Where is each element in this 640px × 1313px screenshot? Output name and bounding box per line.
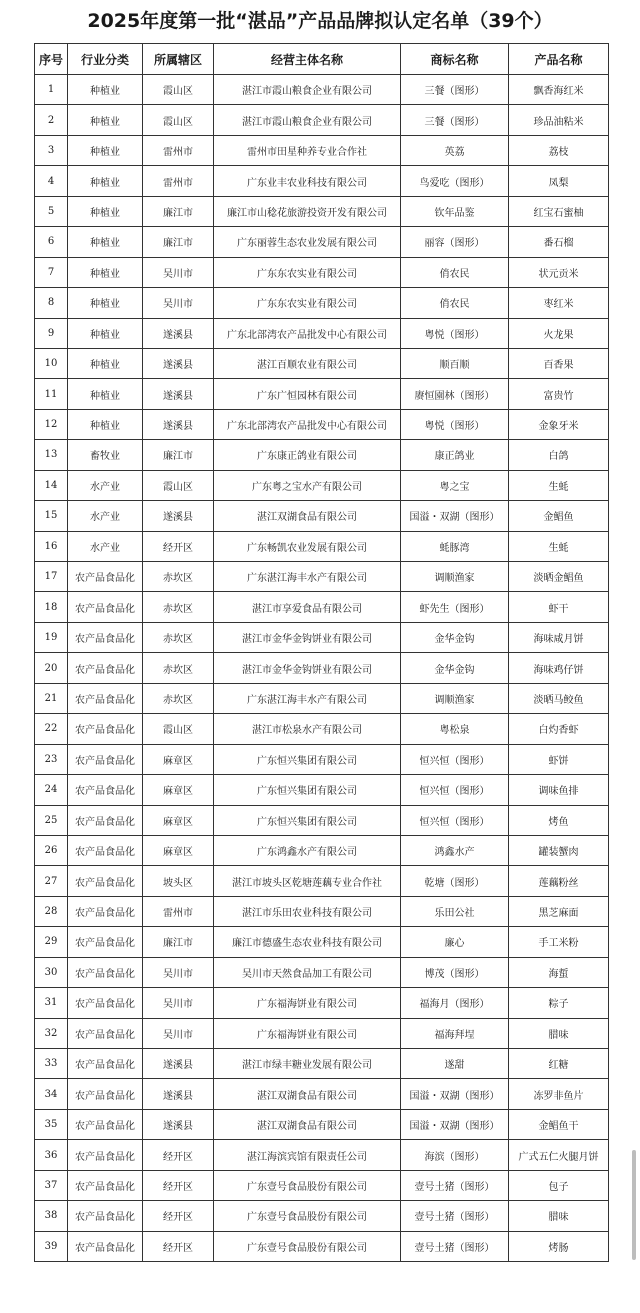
- cell-index: 34: [35, 1079, 68, 1109]
- cell-industry: 种植业: [68, 379, 143, 409]
- table-row: [35, 927, 609, 957]
- cell-index: 22: [35, 714, 68, 744]
- cell-industry: 农产品食品化: [68, 775, 143, 805]
- cell-industry: 农产品食品化: [68, 592, 143, 622]
- cell-index: 30: [35, 957, 68, 987]
- cell-company: 湛江百顺农业有限公司: [214, 348, 401, 378]
- table-row: [35, 744, 609, 774]
- cell-product: 包子: [509, 1170, 609, 1200]
- header-index: 序号: [35, 44, 68, 75]
- cell-company: 湛江市绿丰糖业发展有限公司: [214, 1049, 401, 1079]
- cell-product: 罐装蟹肉: [509, 835, 609, 865]
- cell-company: 湛江市坡头区乾塘莲藕专业合作社: [214, 866, 401, 896]
- cell-product: 手工米粉: [509, 927, 609, 957]
- cell-index: 17: [35, 562, 68, 592]
- cell-company: 广东粤之宝水产有限公司: [214, 470, 401, 500]
- table-row: [35, 75, 609, 105]
- cell-company: 广东湛江海丰水产有限公司: [214, 683, 401, 713]
- cell-index: 37: [35, 1170, 68, 1200]
- cell-trademark: 廉心: [401, 927, 509, 957]
- cell-industry: 农产品食品化: [68, 1140, 143, 1170]
- cell-index: 3: [35, 135, 68, 165]
- cell-district: 遂溪县: [143, 409, 214, 439]
- cell-district: 赤坎区: [143, 653, 214, 683]
- cell-industry: 种植业: [68, 75, 143, 105]
- cell-trademark: 壹号土猪（图形）: [401, 1201, 509, 1231]
- cell-trademark: 博茂（图形）: [401, 957, 509, 987]
- cell-company: 廉江市德盛生态农业科技有限公司: [214, 927, 401, 957]
- cell-product: 白灼香虾: [509, 714, 609, 744]
- cell-index: 31: [35, 988, 68, 1018]
- cell-industry: 种植业: [68, 318, 143, 348]
- cell-trademark: 粤悦（图形）: [401, 318, 509, 348]
- cell-industry: 农产品食品化: [68, 1231, 143, 1261]
- cell-index: 27: [35, 866, 68, 896]
- cell-district: 霞山区: [143, 714, 214, 744]
- cell-product: 富贵竹: [509, 379, 609, 409]
- table-row: [35, 1140, 609, 1170]
- cell-company: 雷州市田星种养专业合作社: [214, 135, 401, 165]
- cell-company: 湛江市金华金钩饼业有限公司: [214, 653, 401, 683]
- cell-trademark: 壹号土猪（图形）: [401, 1231, 509, 1261]
- cell-trademark: 三餐（图形）: [401, 105, 509, 135]
- cell-district: 赤坎区: [143, 622, 214, 652]
- cell-district: 麻章区: [143, 835, 214, 865]
- table-row: [35, 1231, 609, 1261]
- cell-product: 火龙果: [509, 318, 609, 348]
- table-row: [35, 653, 609, 683]
- cell-trademark: 虾先生（图形）: [401, 592, 509, 622]
- table-row: [35, 105, 609, 135]
- cell-trademark: 乐田公社: [401, 896, 509, 926]
- cell-industry: 种植业: [68, 409, 143, 439]
- cell-industry: 种植业: [68, 105, 143, 135]
- cell-company: 湛江市霞山粮食企业有限公司: [214, 75, 401, 105]
- cell-district: 雷州市: [143, 135, 214, 165]
- cell-industry: 畜牧业: [68, 440, 143, 470]
- cell-district: 经开区: [143, 1201, 214, 1231]
- cell-company: 广东北部湾农产品批发中心有限公司: [214, 409, 401, 439]
- cell-product: 番石榴: [509, 227, 609, 257]
- cell-index: 38: [35, 1201, 68, 1231]
- cell-district: 廉江市: [143, 927, 214, 957]
- cell-company: 广东壹号食品股份有限公司: [214, 1170, 401, 1200]
- cell-industry: 农产品食品化: [68, 1018, 143, 1048]
- cell-trademark: 三餐（图形）: [401, 75, 509, 105]
- cell-company: 广东福海饼业有限公司: [214, 1018, 401, 1048]
- cell-trademark: 恒兴恒（图形）: [401, 744, 509, 774]
- cell-index: 12: [35, 409, 68, 439]
- cell-district: 霞山区: [143, 105, 214, 135]
- cell-product: 海蜇: [509, 957, 609, 987]
- cell-index: 6: [35, 227, 68, 257]
- table-row: [35, 227, 609, 257]
- table-row: [35, 835, 609, 865]
- cell-index: 26: [35, 835, 68, 865]
- table-row: [35, 318, 609, 348]
- cell-district: 吴川市: [143, 1018, 214, 1048]
- cell-company: 广东业丰农业科技有限公司: [214, 166, 401, 196]
- table-row: [35, 683, 609, 713]
- cell-product: 白鸽: [509, 440, 609, 470]
- cell-company: 湛江市享爱食品有限公司: [214, 592, 401, 622]
- cell-district: 经开区: [143, 1231, 214, 1261]
- cell-industry: 农产品食品化: [68, 1170, 143, 1200]
- cell-index: 24: [35, 775, 68, 805]
- cell-industry: 种植业: [68, 257, 143, 287]
- cell-district: 雷州市: [143, 896, 214, 926]
- cell-trademark: 海滨（图形）: [401, 1140, 509, 1170]
- cell-product: 金鲳鱼干: [509, 1109, 609, 1139]
- cell-product: 凤梨: [509, 166, 609, 196]
- table-row: [35, 409, 609, 439]
- table-row: [35, 1170, 609, 1200]
- cell-product: 海味咸月饼: [509, 622, 609, 652]
- cell-trademark: 丽容（图形）: [401, 227, 509, 257]
- cell-company: 广东鸿鑫水产有限公司: [214, 835, 401, 865]
- cell-index: 14: [35, 470, 68, 500]
- header-company: 经营主体名称: [214, 44, 401, 75]
- cell-industry: 农产品食品化: [68, 866, 143, 896]
- cell-industry: 农产品食品化: [68, 562, 143, 592]
- cell-trademark: 壹号土猪（图形）: [401, 1170, 509, 1200]
- cell-district: 廉江市: [143, 440, 214, 470]
- cell-trademark: 国溢・双湖（图形）: [401, 1109, 509, 1139]
- cell-trademark: 俏农民: [401, 257, 509, 287]
- cell-index: 23: [35, 744, 68, 774]
- table-row: [35, 501, 609, 531]
- cell-district: 经开区: [143, 531, 214, 561]
- cell-product: 红糖: [509, 1049, 609, 1079]
- table-row: [35, 288, 609, 318]
- cell-trademark: 国溢・双湖（图形）: [401, 501, 509, 531]
- cell-trademark: 恒兴恒（图形）: [401, 805, 509, 835]
- table-row: [35, 166, 609, 196]
- table-row: [35, 866, 609, 896]
- cell-company: 广东福海饼业有限公司: [214, 988, 401, 1018]
- cell-company: 湛江双湖食品有限公司: [214, 1079, 401, 1109]
- cell-industry: 农产品食品化: [68, 1201, 143, 1231]
- table-row: [35, 775, 609, 805]
- table-row: [35, 1049, 609, 1079]
- cell-industry: 种植业: [68, 166, 143, 196]
- cell-index: 28: [35, 896, 68, 926]
- cell-company: 湛江市金华金钩饼业有限公司: [214, 622, 401, 652]
- cell-trademark: 粤之宝: [401, 470, 509, 500]
- cell-industry: 水产业: [68, 531, 143, 561]
- cell-company: 广东湛江海丰水产有限公司: [214, 562, 401, 592]
- cell-industry: 种植业: [68, 288, 143, 318]
- table-row: [35, 531, 609, 561]
- cell-district: 遂溪县: [143, 1079, 214, 1109]
- cell-index: 19: [35, 622, 68, 652]
- cell-trademark: 国溢・双湖（图形）: [401, 1079, 509, 1109]
- cell-trademark: 金华金钩: [401, 653, 509, 683]
- cell-product: 淡晒马鲛鱼: [509, 683, 609, 713]
- cell-company: 湛江双湖食品有限公司: [214, 501, 401, 531]
- cell-industry: 农产品食品化: [68, 927, 143, 957]
- cell-district: 吴川市: [143, 257, 214, 287]
- cell-district: 吴川市: [143, 988, 214, 1018]
- table-row: [35, 988, 609, 1018]
- cell-company: 广东壹号食品股份有限公司: [214, 1231, 401, 1261]
- cell-district: 霞山区: [143, 470, 214, 500]
- cell-industry: 农产品食品化: [68, 653, 143, 683]
- cell-product: 生蚝: [509, 470, 609, 500]
- table-row: [35, 805, 609, 835]
- cell-industry: 农产品食品化: [68, 957, 143, 987]
- cell-product: 百香果: [509, 348, 609, 378]
- cell-industry: 农产品食品化: [68, 1109, 143, 1139]
- cell-district: 遂溪县: [143, 318, 214, 348]
- cell-product: 生蚝: [509, 531, 609, 561]
- cell-index: 18: [35, 592, 68, 622]
- cell-company: 广东广恒园林有限公司: [214, 379, 401, 409]
- cell-industry: 农产品食品化: [68, 805, 143, 835]
- cell-product: 淡晒金鲳鱼: [509, 562, 609, 592]
- cell-product: 海味鸡仔饼: [509, 653, 609, 683]
- cell-company: 广东北部湾农产品批发中心有限公司: [214, 318, 401, 348]
- table-row: [35, 622, 609, 652]
- cell-company: 广东壹号食品股份有限公司: [214, 1201, 401, 1231]
- header-product: 产品名称: [509, 44, 609, 75]
- table-row: [35, 1018, 609, 1048]
- cell-trademark: 福海月（图形）: [401, 988, 509, 1018]
- cell-company: 湛江海滨宾馆有限责任公司: [214, 1140, 401, 1170]
- cell-industry: 农产品食品化: [68, 896, 143, 926]
- cell-index: 16: [35, 531, 68, 561]
- table-row: [35, 135, 609, 165]
- cell-index: 29: [35, 927, 68, 957]
- cell-district: 赤坎区: [143, 562, 214, 592]
- cell-district: 吴川市: [143, 957, 214, 987]
- cell-product: 黑芝麻面: [509, 896, 609, 926]
- cell-industry: 种植业: [68, 348, 143, 378]
- cell-trademark: 鸟爱吃（图形）: [401, 166, 509, 196]
- cell-trademark: 蚝豚湾: [401, 531, 509, 561]
- cell-trademark: 福海拜埕: [401, 1018, 509, 1048]
- cell-district: 遂溪县: [143, 501, 214, 531]
- cell-industry: 种植业: [68, 135, 143, 165]
- cell-company: 广东恒兴集团有限公司: [214, 775, 401, 805]
- table-row: [35, 714, 609, 744]
- cell-product: 粽子: [509, 988, 609, 1018]
- cell-product: 腊味: [509, 1201, 609, 1231]
- header-row: [35, 44, 609, 75]
- cell-product: 金鲳鱼: [509, 501, 609, 531]
- cell-district: 遂溪县: [143, 1109, 214, 1139]
- cell-district: 经开区: [143, 1140, 214, 1170]
- cell-district: 麻章区: [143, 744, 214, 774]
- cell-trademark: 赓恒園林（图形）: [401, 379, 509, 409]
- cell-company: 吴川市天然食品加工有限公司: [214, 957, 401, 987]
- cell-company: 广东畅凯农业发展有限公司: [214, 531, 401, 561]
- cell-index: 25: [35, 805, 68, 835]
- brand-list-table: [34, 43, 609, 1262]
- cell-company: 广东恒兴集团有限公司: [214, 805, 401, 835]
- cell-company: 湛江市霞山粮食企业有限公司: [214, 105, 401, 135]
- cell-index: 11: [35, 379, 68, 409]
- cell-industry: 农产品食品化: [68, 714, 143, 744]
- scrollbar[interactable]: [632, 1150, 636, 1260]
- table-row: [35, 957, 609, 987]
- table-row: [35, 1109, 609, 1139]
- cell-district: 雷州市: [143, 166, 214, 196]
- cell-district: 廉江市: [143, 196, 214, 226]
- cell-trademark: 俏农民: [401, 288, 509, 318]
- cell-district: 赤坎区: [143, 683, 214, 713]
- cell-trademark: 钦年品鉴: [401, 196, 509, 226]
- cell-district: 廉江市: [143, 227, 214, 257]
- cell-company: 湛江双湖食品有限公司: [214, 1109, 401, 1139]
- cell-index: 9: [35, 318, 68, 348]
- cell-industry: 水产业: [68, 470, 143, 500]
- cell-index: 32: [35, 1018, 68, 1048]
- cell-industry: 农产品食品化: [68, 683, 143, 713]
- cell-index: 39: [35, 1231, 68, 1261]
- table-row: [35, 470, 609, 500]
- table-row: [35, 896, 609, 926]
- cell-industry: 农产品食品化: [68, 1079, 143, 1109]
- cell-index: 8: [35, 288, 68, 318]
- cell-product: 荔枝: [509, 135, 609, 165]
- cell-index: 7: [35, 257, 68, 287]
- table-row: [35, 379, 609, 409]
- cell-product: 烤鱼: [509, 805, 609, 835]
- cell-trademark: 粤松泉: [401, 714, 509, 744]
- cell-index: 10: [35, 348, 68, 378]
- cell-industry: 农产品食品化: [68, 744, 143, 774]
- cell-trademark: 恒兴恒（图形）: [401, 775, 509, 805]
- table-row: [35, 440, 609, 470]
- cell-district: 霞山区: [143, 75, 214, 105]
- cell-product: 调味鱼排: [509, 775, 609, 805]
- cell-company: 广东东农实业有限公司: [214, 288, 401, 318]
- cell-industry: 农产品食品化: [68, 1049, 143, 1079]
- cell-product: 虾干: [509, 592, 609, 622]
- cell-company: 湛江市乐田农业科技有限公司: [214, 896, 401, 926]
- header-industry: 行业分类: [68, 44, 143, 75]
- cell-industry: 农产品食品化: [68, 835, 143, 865]
- header-district: 所属辖区: [143, 44, 214, 75]
- cell-industry: 农产品食品化: [68, 988, 143, 1018]
- cell-industry: 种植业: [68, 227, 143, 257]
- cell-trademark: 调顺渔家: [401, 683, 509, 713]
- cell-trademark: 鸿鑫水产: [401, 835, 509, 865]
- cell-index: 35: [35, 1109, 68, 1139]
- table-row: [35, 257, 609, 287]
- cell-company: 广东东农实业有限公司: [214, 257, 401, 287]
- cell-district: 吴川市: [143, 288, 214, 318]
- cell-trademark: 乾塘（图形）: [401, 866, 509, 896]
- cell-district: 遂溪县: [143, 1049, 214, 1079]
- cell-trademark: 粤悦（图形）: [401, 409, 509, 439]
- table-body: [35, 75, 609, 1262]
- cell-product: 珍品油粘米: [509, 105, 609, 135]
- cell-company: 廉江市山稔花旅游投资开发有限公司: [214, 196, 401, 226]
- cell-district: 遂溪县: [143, 379, 214, 409]
- cell-product: 枣红米: [509, 288, 609, 318]
- cell-industry: 水产业: [68, 501, 143, 531]
- cell-district: 遂溪县: [143, 348, 214, 378]
- cell-trademark: 顺百顺: [401, 348, 509, 378]
- table-row: [35, 562, 609, 592]
- cell-industry: 种植业: [68, 196, 143, 226]
- cell-trademark: 康正鸽业: [401, 440, 509, 470]
- cell-product: 广式五仁火腿月饼: [509, 1140, 609, 1170]
- cell-district: 经开区: [143, 1170, 214, 1200]
- cell-index: 1: [35, 75, 68, 105]
- table-row: [35, 1201, 609, 1231]
- cell-index: 5: [35, 196, 68, 226]
- cell-index: 20: [35, 653, 68, 683]
- cell-index: 13: [35, 440, 68, 470]
- cell-index: 36: [35, 1140, 68, 1170]
- cell-product: 飘香海红米: [509, 75, 609, 105]
- cell-trademark: 金华金钩: [401, 622, 509, 652]
- cell-index: 4: [35, 166, 68, 196]
- cell-product: 红宝石蜜柚: [509, 196, 609, 226]
- cell-industry: 农产品食品化: [68, 622, 143, 652]
- cell-index: 21: [35, 683, 68, 713]
- cell-index: 33: [35, 1049, 68, 1079]
- cell-product: 状元贡米: [509, 257, 609, 287]
- cell-product: 虾饼: [509, 744, 609, 774]
- cell-district: 麻章区: [143, 775, 214, 805]
- cell-trademark: 英荔: [401, 135, 509, 165]
- page-title: 2025年度第一批“湛品”产品品牌拟认定名单（39个）: [87, 10, 553, 32]
- table-row: [35, 1079, 609, 1109]
- table-row: [35, 348, 609, 378]
- cell-product: 莲藕粉丝: [509, 866, 609, 896]
- cell-trademark: 调顺渔家: [401, 562, 509, 592]
- table-header: [35, 44, 609, 75]
- cell-index: 15: [35, 501, 68, 531]
- cell-company: 广东恒兴集团有限公司: [214, 744, 401, 774]
- cell-company: 广东康正鸽业有限公司: [214, 440, 401, 470]
- cell-index: 2: [35, 105, 68, 135]
- cell-product: 烤肠: [509, 1231, 609, 1261]
- header-trademark: 商标名称: [401, 44, 509, 75]
- cell-company: 湛江市松泉水产有限公司: [214, 714, 401, 744]
- table-row: [35, 592, 609, 622]
- cell-district: 坡头区: [143, 866, 214, 896]
- cell-product: 腊味: [509, 1018, 609, 1048]
- cell-district: 麻章区: [143, 805, 214, 835]
- cell-product: 金象牙米: [509, 409, 609, 439]
- cell-product: 冻罗非鱼片: [509, 1079, 609, 1109]
- cell-district: 赤坎区: [143, 592, 214, 622]
- table-row: [35, 196, 609, 226]
- cell-company: 广东丽蓉生态农业发展有限公司: [214, 227, 401, 257]
- cell-trademark: 遂甜: [401, 1049, 509, 1079]
